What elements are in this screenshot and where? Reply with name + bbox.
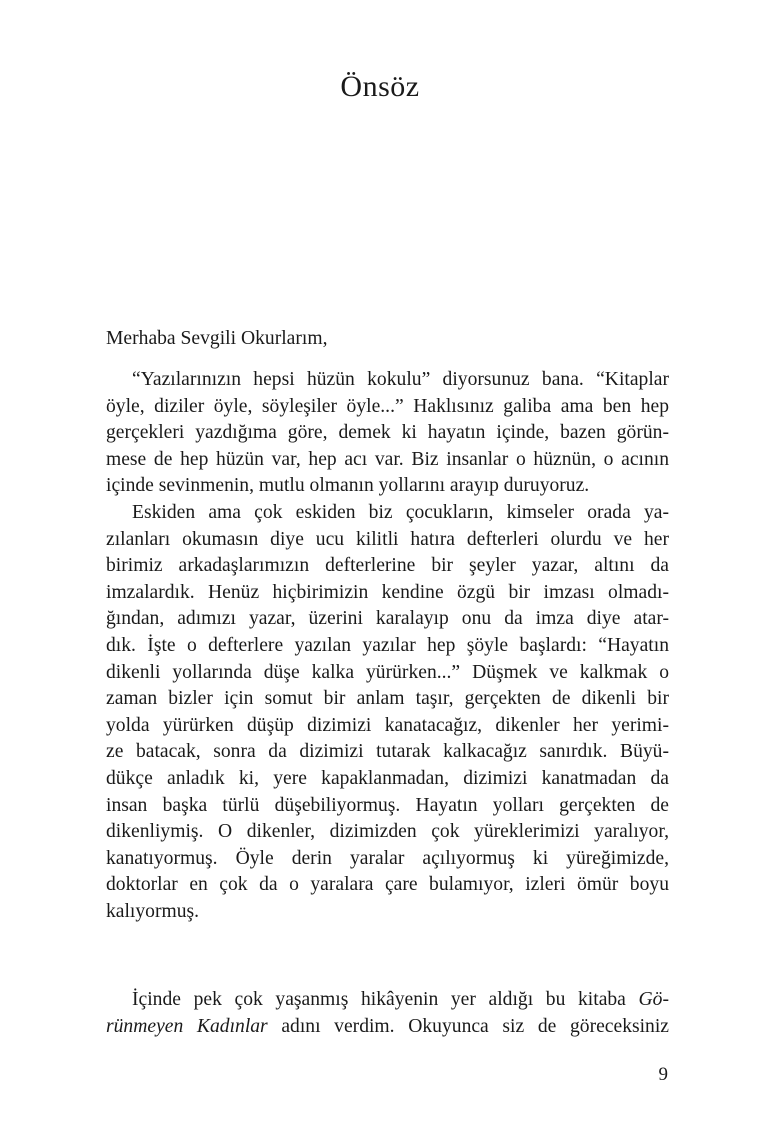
text-line: imzalardık. Henüz hiçbirimizin kendine özgü bir imzası olmadı- [106,581,669,603]
text-line: zılanları okumasın diye ucu kilitli hatıra defterleri olurdu ve her [106,528,669,550]
book-title-italic: rünmeyen Kadınlar [106,1015,268,1037]
text-line: ze batacak, sonra da dizimizi tutarak kalkacağız sanırdık. Büyü- [106,741,669,763]
text-line: dikenli yollarında düşe kalka yürürken...” Düşmek ve kalkmak o [106,661,669,683]
text-line: ğından, adımızı yazar, üzerini karalayıp onu da imza diye atar- [106,608,669,630]
paragraph-1 [106,367,669,500]
text-line: içinde sevinmenin, mutlu olmanın yollarını arayıp duruyoruz. [106,475,590,497]
text-line: dükçe anladık ki, yere kapaklanmadan, dizimizi kanatmadan da [106,767,669,789]
salutation [106,326,669,353]
page-number: 9 [658,1064,668,1085]
text-line: “Yazılarınızın hepsi hüzün kokulu” diyorsunuz bana. “Kitaplar [132,369,669,390]
page-title: Önsöz [340,70,420,103]
paragraph-2 [106,500,669,926]
text-line: kanatıyormuş. Öyle derin yaralar açılıyormuş ki yüreğimizde, [106,847,669,869]
text-line: dikenliymiş. O dikenler, dizimizden çok yüreklerimizi yaralıyor, [106,821,669,843]
body-text [106,367,669,925]
text-line: zaman bizler için somut bir anlam taşır, gerçekten de dikenli bir [106,688,669,710]
text-line: Eskiden ama çok eskiden biz çocukların, kimseler orada ya- [132,501,669,523]
text-line: yolda yürürken düşüp dizimizi kanatacağız, dikenler her yerimi- [106,714,669,736]
text-line: doktorlar en çok da o yaralara çare bulamıyor, izleri ömür boyu [106,874,669,896]
text-line: öyle, diziler öyle, söyleşiler öyle...” Haklısınız galiba ama ben hep [106,395,669,417]
text-line: birimiz arkadaşlarımızın defterlerine bir şeyler yazar, altını da [106,555,669,577]
text-line: dık. İşte o defterlere yazılan yazılar hep şöyle başlardı: “Hayatın [106,634,669,656]
text-line: mese de hep hüzün var, hep acı var. Biz insanlar o hüznün, o acının [106,448,669,470]
text-line: gerçekleri yazdığıma göre, demek ki hayatın içinde, bazen görün- [106,422,669,444]
text-run: adını verdim. Okuyunca siz de göreceksiniz [267,1015,669,1037]
paragraph-3 [106,987,669,1040]
book-title-italic: Gö- [638,989,669,1010]
text-line [106,1014,669,1041]
text-line: insan başka türlü düşebiliyormuş. Hayatın yolları gerçekten de [106,794,669,816]
text-run: İçinde pek çok yaşanmış hikâyenin yer aldığı bu kitaba [132,989,639,1010]
text-line: kalıyormuş. [106,900,200,922]
text-line [106,987,669,1014]
salutation-line: Merhaba Sevgili Okurlarım, [106,328,328,349]
